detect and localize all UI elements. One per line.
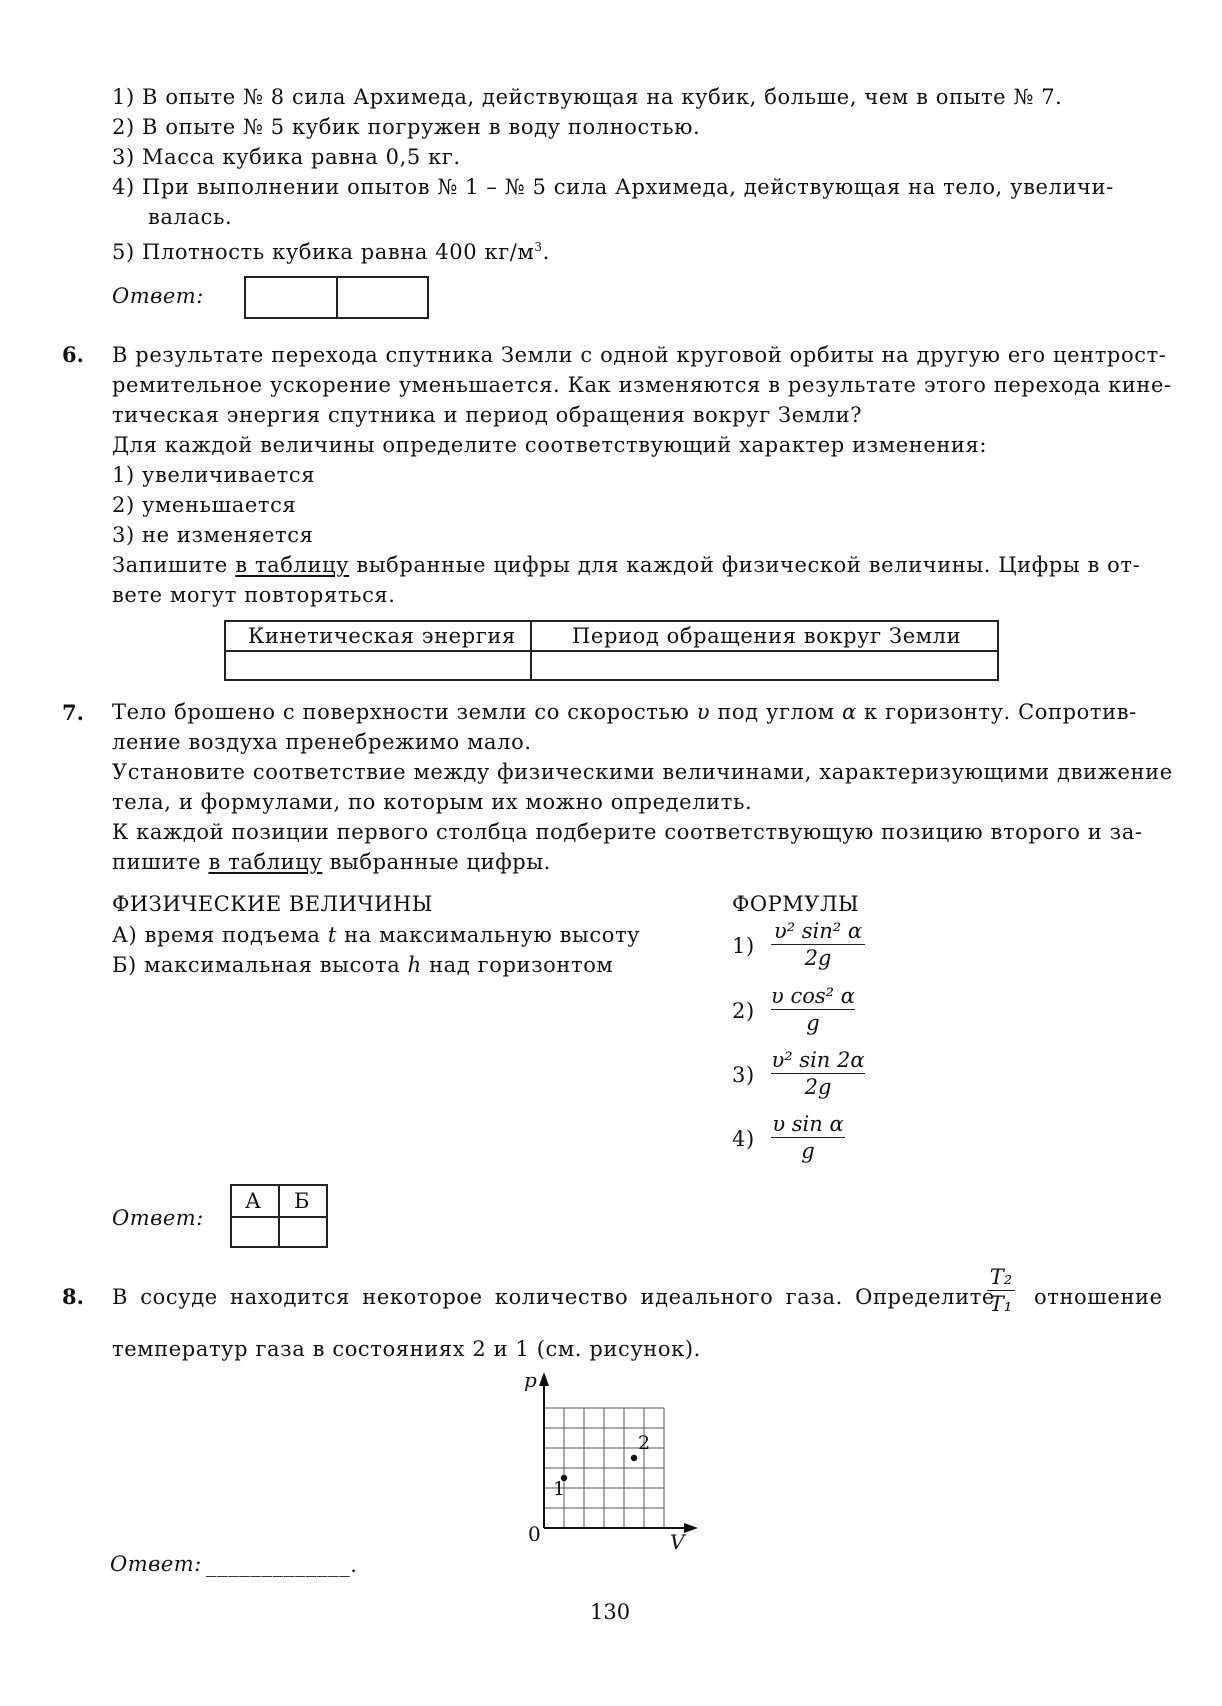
q7-item-a: А) время подъема t на максимальную высоту <box>112 923 641 947</box>
q7-answer-label: Ответ: <box>112 1206 204 1230</box>
graph-label-p: p <box>524 1368 537 1392</box>
q8-number: 8. <box>62 1284 84 1309</box>
q7-formula-1-label: 1) <box>732 934 755 958</box>
graph-label-origin: 0 <box>528 1522 541 1546</box>
q8-line-2: температур газа в состояниях 2 и 1 (см. рисунок). <box>112 1337 701 1361</box>
q7-col2-header: ФОРМУЛЫ <box>732 892 860 916</box>
q5-option-4-cont: валась. <box>148 205 233 229</box>
q7-number: 7. <box>62 700 84 725</box>
q7-answer-header-b: Б <box>294 1189 311 1213</box>
q6-header-kinetic: Кинетическая энергия <box>248 624 516 648</box>
q8-line-1: В сосуде находится некоторое количество идеального газа. Определите <box>112 1285 995 1309</box>
graph-label-point-1: 1 <box>553 1478 566 1500</box>
q5-option-4: 4) При выполнении опытов № 1 – № 5 сила Архимеда, действующая на тело, увеличи- <box>112 175 1114 199</box>
q6-choice-1: 1) увеличивается <box>112 463 316 487</box>
q7-formula-4: υ sin α g <box>772 1112 844 1163</box>
q7-line-6: пишите в таблицу выбранные цифры. <box>112 850 551 874</box>
q5-answer-label: Ответ: <box>112 284 204 308</box>
q7-line-3: Установите соответствие между физическими величинами, характеризующими движение <box>112 760 1173 784</box>
q6-line-4: Для каждой величины определите соответствующий характер изменения: <box>112 433 988 457</box>
q7-line-5: К каждой позиции первого столбца подберите соответствующую позицию второго и за- <box>112 820 1143 844</box>
q8-line-1-end: отношение <box>1034 1285 1163 1309</box>
q7-formula-3-label: 3) <box>732 1063 755 1087</box>
q7-formula-4-label: 4) <box>732 1127 755 1151</box>
pv-graph <box>520 1370 700 1550</box>
q7-formula-1: υ² sin² α 2g <box>770 918 866 971</box>
q5-answer-divider <box>336 276 338 319</box>
q5-option-3: 3) Масса кубика равна 0,5 кг. <box>112 145 461 169</box>
state-point-2 <box>631 1455 637 1461</box>
q7-answer-cell-b[interactable] <box>280 1218 326 1246</box>
q7-formula-3: υ² sin 2α 2g <box>771 1048 865 1099</box>
q7-formula-2-label: 2) <box>732 999 755 1023</box>
q6-number: 6. <box>62 342 84 367</box>
page-number: 130 <box>590 1600 631 1624</box>
v-axis-arrow-icon <box>684 1523 698 1533</box>
q6-choice-2: 2) уменьшается <box>112 493 297 517</box>
pv-grid <box>544 1408 664 1528</box>
q8-ratio: T₂ T₁ <box>984 1264 1018 1317</box>
q6-line-1: В результате перехода спутника Земли с одной круговой орбиты на другую его центрост- <box>112 343 1167 367</box>
q8-answer-blank[interactable]: _____________. <box>206 1553 358 1577</box>
p-axis-arrow-icon <box>539 1372 549 1386</box>
q8-answer-label: Ответ: <box>110 1552 202 1576</box>
q6-cell-period[interactable] <box>532 652 997 679</box>
q6-choice-3: 3) не изменяется <box>112 523 314 547</box>
q7-answer-cell-a[interactable] <box>232 1218 278 1246</box>
q7-item-b: Б) максимальная высота h над горизонтом <box>112 953 614 977</box>
q6-cell-kinetic[interactable] <box>226 652 528 679</box>
q6-instruction: Запишите в таблицу выбранные цифры для каждой физической величины. Цифры в от- <box>112 553 1141 577</box>
graph-label-v: V <box>670 1530 685 1554</box>
q7-col1-header: ФИЗИЧЕСКИЕ ВЕЛИЧИНЫ <box>112 892 433 916</box>
q7-line-2: ление воздуха пренебрежимо мало. <box>112 730 532 754</box>
q6-line-3: тическая энергия спутника и период обращения вокруг Земли? <box>112 403 863 427</box>
q6-instruction-cont: вете могут повторяться. <box>112 583 396 607</box>
q5-option-1: 1) В опыте № 8 сила Архимеда, действующая на кубик, больше, чем в опыте № 7. <box>112 85 1063 109</box>
q5-option-5: 5) Плотность кубика равна 400 $кг/м^3$. <box>112 240 550 264</box>
q5-option-2: 2) В опыте № 5 кубик погружен в воду полностью. <box>112 115 701 139</box>
q6-header-period: Период обращения вокруг Земли <box>572 624 962 648</box>
q6-line-2: ремительное ускорение уменьшается. Как изменяются в результате этого перехода кине- <box>112 373 1172 397</box>
q7-line-4: тела, и формулами, по которым их можно определить. <box>112 790 753 814</box>
q7-answer-header-a: А <box>245 1189 262 1213</box>
q7-formula-2: υ cos² α g <box>771 984 855 1035</box>
graph-label-point-2: 2 <box>638 1432 651 1454</box>
q7-line-1: Тело брошено с поверхности земли со скоростью υ под углом α к горизонту. Сопротив- <box>112 700 1137 724</box>
